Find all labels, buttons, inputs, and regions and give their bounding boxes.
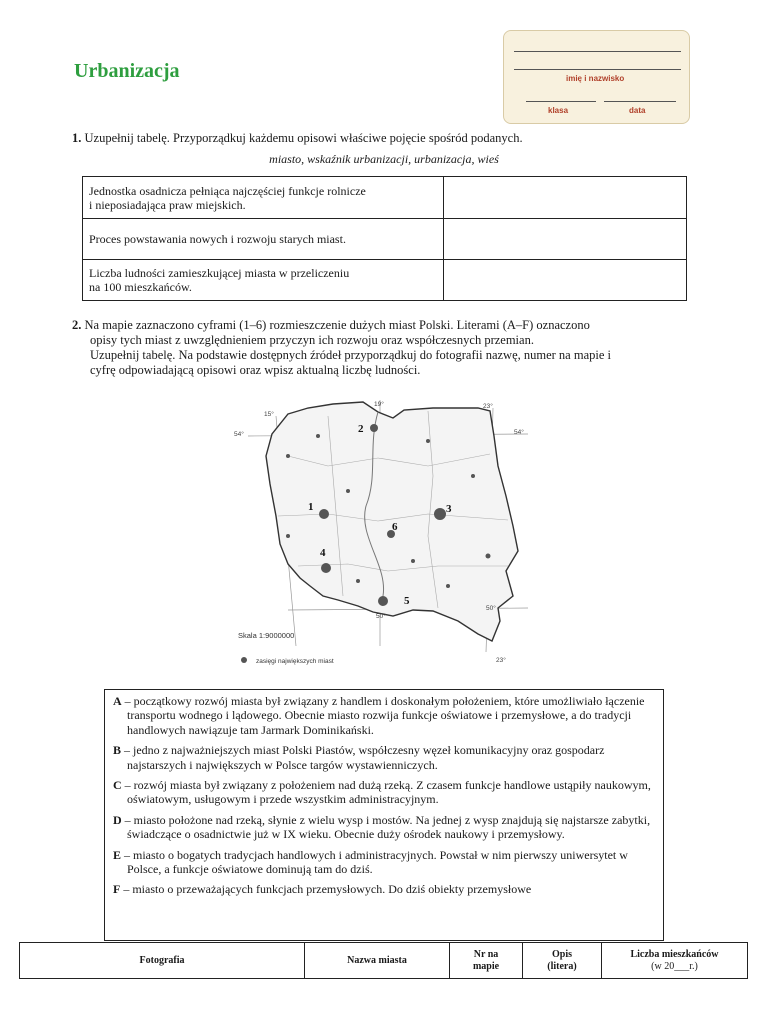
page-title: Urbanizacja <box>74 60 180 82</box>
task-2-line-1: Na mapie zaznaczono cyframi (1–6) rozmieszczenie dużych miast Polski. Literami (A–F) oznaczono <box>81 318 590 332</box>
answer-cell[interactable] <box>444 219 687 260</box>
lon-label-23: 23° <box>483 403 493 410</box>
table-cell-description: Jednostka osadnicza pełniąca najczęściej funkcje rolnicze i nieposiadająca praw miejskich. <box>83 177 444 219</box>
lon-label-19: 19° <box>374 401 384 408</box>
lat-label-54-right: 54° <box>514 429 524 436</box>
student-name-box <box>503 30 690 124</box>
answer-cell[interactable] <box>444 177 687 219</box>
city-number-3: 3 <box>446 503 452 515</box>
table-row <box>83 219 687 260</box>
table-cell-description: Liczba ludności zamieszkującej miasta w przeliczeniu na 100 mieszkańców. <box>83 260 444 301</box>
description-f: F – miasto o przeważających funkcjach przemysłowych. Do dziś obiekty przemysłowe <box>113 882 532 897</box>
description-a: A – początkowy rozwój miasta był związany z handlem i doskonałym położeniem, które umożliwiało łączenie transportu wodnego i lądowego. Obecnie miasto rozwija funkcje oświatowe i przemysłowe, a do tradycji handlowych nawiązuje tam Jarmark Dominikański. <box>113 694 645 737</box>
description-c: C – rozwój miasta był związany z położeniem nad dużą rzeką. Z czasem funkcje handlowe ustąpiły naukowym, oświatowym, usługowym i przede wszystkim administracyjnym. <box>113 778 651 807</box>
legend-city-icon <box>241 657 247 663</box>
task-2-line-4: cyfrę odpowiadającą opisowi oraz wpisz aktualną liczbę ludności. <box>90 363 421 377</box>
city-number-6: 6 <box>392 521 398 533</box>
header-description-letter: Opis (litera) <box>523 943 602 979</box>
task-2-instruction <box>72 318 686 378</box>
map-legend: zasięgi największych miast <box>256 658 334 665</box>
table-header-row <box>20 943 748 979</box>
lon-label-15: 15° <box>264 411 274 418</box>
task-2-line-2: opisy tych miast z uwzględnieniem przyczyn ich rozwoju oraz współczesnych przemian. <box>90 333 534 347</box>
task-1-number: 1. <box>72 131 82 145</box>
table-cell-description: Proces powstawania nowych i rozwoju starych miast. <box>83 219 444 260</box>
description-e: E – miasto o bogatych tradycjach handlowych i administracyjnych. Powstał w nim pierwszy uniwersytet w Polsce, a funkcje oświatowe dominują tam do dziś. <box>113 847 628 877</box>
map-scale: Skala 1:9000000 <box>238 631 295 640</box>
task-1-terms: miasto, wskaźnik urbanizacji, urbanizacja, wieś <box>269 152 499 166</box>
task-2-number: 2. <box>72 318 82 332</box>
class-label: klasa <box>548 106 569 115</box>
answer-cell[interactable] <box>444 260 687 301</box>
lat-label-50-mid: 50° <box>376 613 386 620</box>
date-label: data <box>629 106 646 115</box>
header-map-number: Nr na mapie <box>450 943 523 979</box>
table-row <box>83 177 687 219</box>
city-descriptions-box <box>104 689 664 941</box>
city-number-4: 4 <box>320 547 326 559</box>
name-label: imię i nazwisko <box>566 74 625 83</box>
lon-label-23-bottom: 23° <box>496 657 506 664</box>
table-row <box>83 260 687 301</box>
poland-map <box>228 396 540 668</box>
task-2-table <box>19 942 748 979</box>
task-1-table <box>82 176 687 301</box>
description-b: B – jedno z najważniejszych miast Polski Piastów, współczesny węzeł komunikacyjny oraz gospodarz najstarszych i największych w Polsce targów wystawienniczych. <box>113 743 605 772</box>
task-2-line-3: Uzupełnij tabelę. Na podstawie dostępnych źródeł przyporządkuj do fotografii nazwę, numer na mapie i <box>90 348 611 362</box>
city-number-2: 2 <box>358 423 364 435</box>
lat-label-50-right: 50° <box>486 605 496 612</box>
task-1-instruction <box>72 131 686 146</box>
description-d: D – miasto położone nad rzeką, słynie z wielu wysp i mostów. Na jednej z wysp znajdują się najstarsze zabytki, świadczące o osadnictwie już w IX wieku. Obecnie duży ośrodek naukowy i przemysłowy. <box>113 812 651 842</box>
lat-label-54-left: 54° <box>234 431 244 438</box>
header-population: Liczba mieszkańców (w 20___r.) <box>602 943 748 979</box>
city-number-5: 5 <box>404 595 410 607</box>
header-city-name: Nazwa miasta <box>305 943 450 979</box>
task-1-text: Uzupełnij tabelę. Przyporządkuj każdemu opisowi właściwe pojęcie spośród podanych. <box>81 131 523 145</box>
header-photo: Fotografia <box>20 943 305 979</box>
city-number-1: 1 <box>308 501 314 513</box>
